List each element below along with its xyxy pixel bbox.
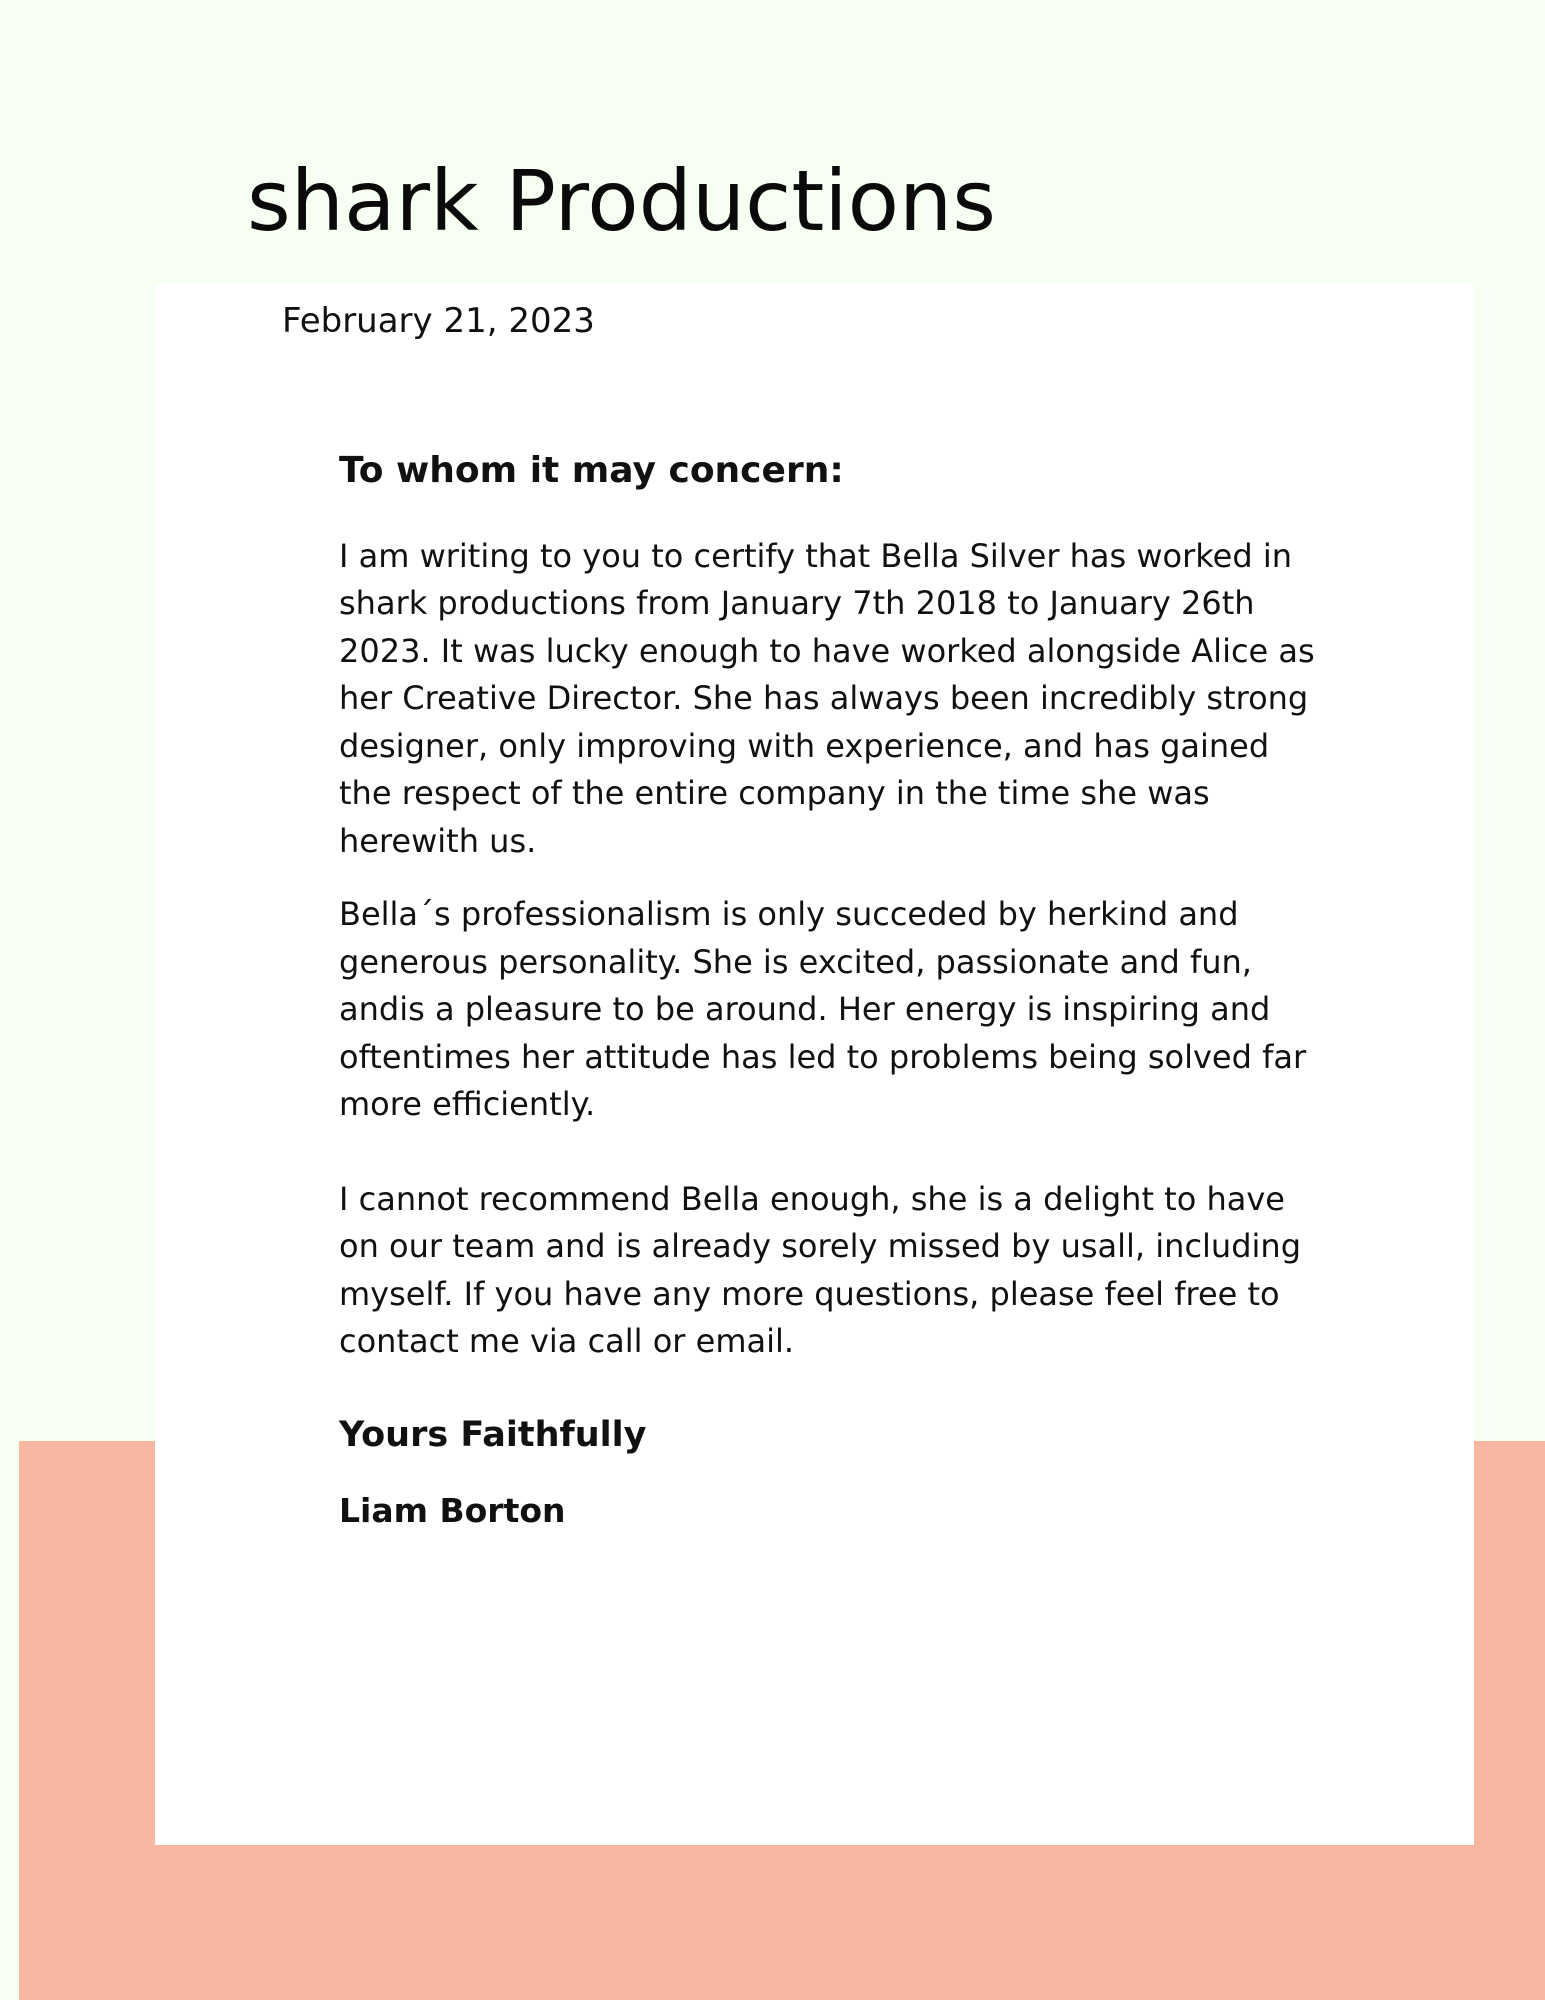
letter-card <box>155 284 1474 1845</box>
paragraph-personality: Bella´s professionalism is only succeded by herkind and generous personality. She is excited, passionate and fun, andis a pleasure to be around. Her energy is inspiring and oftentimes her attitude has led to problems being solved far more efficiently. <box>339 895 1307 1124</box>
letter-body <box>339 448 1339 1533</box>
salutation: To whom it may concern: <box>339 450 844 491</box>
company-title: shark Productions <box>247 152 997 250</box>
paragraph-employment: I am writing to you to certify that Bella Silver has worked in shark productions from January 7th 2018 to January 26th 2023. It was lucky enough to have worked alongside Alice as her Creative Director. She has always been incredibly strong designer, only improving with experience, and has gained the respect of the entire company in the time she was herewith us. <box>339 536 1315 860</box>
paragraph-recommendation: I cannot recommend Bella enough, she is a delight to have on our team and is already sorely missed by usall, including myself. If you have any more questions, please feel free to contact me via call or email. <box>339 1179 1301 1361</box>
closing: Yours Faithfully <box>339 1414 647 1455</box>
signer-name: Liam Borton <box>339 1491 566 1531</box>
letter-date: February 21, 2023 <box>282 301 595 341</box>
